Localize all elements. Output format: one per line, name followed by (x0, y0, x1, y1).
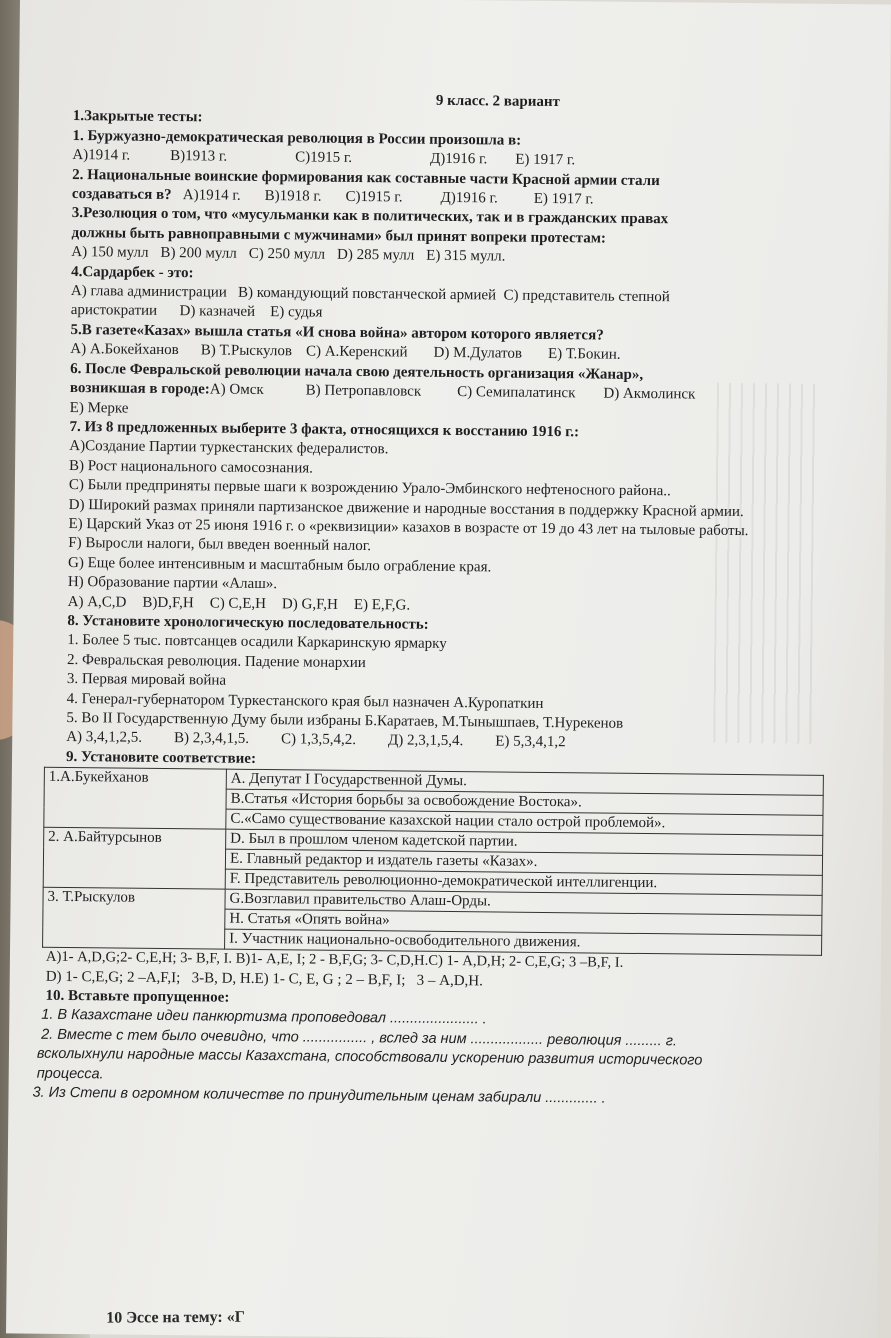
fact-cell: Н. Статья «Опять война» (225, 909, 822, 935)
option: D) 285 мулл (337, 247, 415, 264)
fact-item: Н) Образование партии «Алаш». (67, 574, 278, 593)
question-8: 8. Установите хронологическую последовательность: (67, 612, 429, 633)
fill-sentence-2-cont: всколыхнули народные массы Казахстана, способствовали ускорению развития исторического (36, 1045, 703, 1069)
option: А) А,С,D (67, 593, 127, 611)
option: А)1914 г. (182, 187, 241, 204)
option: D) Акмолинск (603, 385, 696, 403)
option: Е) 315 мулл. (426, 247, 506, 265)
option: С)1915 г. (345, 188, 403, 206)
question-5: 5.В газете«Казах» вышла статья «И снова война» автором которого является? (70, 321, 604, 344)
fact-item: D) Широкий размах приняли партизанское движение и народные восстания в поддержку Красной армии. (68, 496, 744, 520)
fact-item: G) Еще более интенсивным и масштабным было ограбление края. (68, 554, 492, 576)
test-content (32, 88, 863, 1112)
question-9-answers-2: D) 1- С,Е,G; 2 –А,F,I; 3-В, D, Н.Е) 1- С, Е, G ; 2 – В,F, I; 3 – А,D,Н. (45, 968, 483, 989)
fact-item: А)Создание Партии туркестанских федералистов. (69, 438, 389, 458)
option: С) 1,3,5,4,2. (280, 731, 357, 749)
fact-cell: В.Статья «История борьбы за освобождение Востока». (226, 789, 823, 815)
fact-cell: I. Участник национально-освободительного движения. (225, 929, 822, 955)
option: А) Омск (209, 381, 264, 399)
option: Д)1916 г. (429, 150, 488, 168)
option: Д)1916 г. (440, 189, 498, 207)
option: С) 250 мулл (248, 246, 326, 263)
question-1: 1. Буржуазно-демократическая революция в России произошла в: (72, 127, 522, 149)
person-cell: 1.А.Букейханов (44, 767, 227, 829)
option: Д) 2,3,1,5,4. (387, 732, 464, 750)
question-2-cont: создаваться в? (71, 186, 172, 204)
option: В)D,F,Н (142, 594, 194, 611)
page-title: 9 класс. 2 вариант (435, 92, 561, 111)
option: Е) 5,3,4,1,2 (495, 733, 566, 751)
option: В) 2,3,4,1,5. (173, 730, 250, 748)
option: В)1918 г. (264, 188, 322, 205)
fact-item: F) Выросли налоги, был введен военный налог. (68, 535, 372, 555)
fact-cell: С.«Само существование казахской нации стало острой проблемой». (226, 809, 823, 835)
sequence-item: 2. Февральская революция. Падение монархии (66, 651, 366, 671)
fact-cell: G.Возглавил правительство Алаш-Орды. (225, 889, 822, 915)
sequence-item: 1. Более 5 тыс. повтсанцев осадили Каркаринскую ярмарку (67, 632, 447, 653)
fill-sentence-2: 2. Вместе с тем было очевидно, что ................ , вслед за ним .................. революция ......... г. (41, 1026, 678, 1050)
fact-cell: F. Представитель революционно-демократической интеллигенции. (225, 869, 822, 895)
option: С)1915 г. (295, 149, 353, 167)
option: С) А.Керенский (305, 343, 408, 361)
fact-item: В) Рост национального самосознания. (69, 457, 314, 477)
question-6-cont: возникшая в городе: (69, 380, 210, 398)
question-6-option-e: Е) Мерке (69, 399, 129, 417)
fill-sentence-3: 3. Из Степи в огромном количестве по принудительным ценам забирали ............. . (32, 1084, 606, 1107)
option: Е) 1917 г. (515, 151, 576, 169)
person-cell: 2. А.Байтурсынов (43, 827, 226, 889)
option: В)1913 г. (170, 148, 228, 165)
option: С) С,Е,Н (209, 595, 267, 612)
option: А) А.Бокейханов (70, 341, 179, 359)
option: В) 200 мулл (160, 245, 237, 262)
fill-sentence-2-end: процесса. (36, 1065, 104, 1083)
sequence-item: 5. Во II Государственную Думу были избраны Б.Каратаев, М.Тынышпаев, Т.Нурекенов (66, 709, 624, 732)
sequence-item: 3. Первая мировай война (66, 671, 227, 689)
option: А) 150 мулл (71, 244, 149, 262)
question-9-answers-1: А)1- А,D,G;2- С,Е,Н; 3- В,F, I. В)1- А,Е, I; 2 - В,F,G; 3- С,D,Н.С) 1- А,D,Н; 2- С,Е,G; 3 –В,F, I. (45, 948, 624, 972)
paper-sheet (6, 0, 891, 1338)
question-9: 9. Установите соответствие: (65, 748, 257, 767)
question-10: 10. Вставьте пропущенное: (45, 987, 230, 1006)
next-page-fragment: 10 Эссе на тему: «Г (106, 1308, 245, 1327)
person-cell: 3. Т.Рыскулов (43, 887, 226, 949)
option: В) Петропавловск (305, 382, 422, 400)
question-6: 6. После Февральской революции начала свою деятельность организация «Жанар», (70, 360, 644, 383)
section-heading: 1.Закрытые тесты: (72, 108, 203, 126)
fill-sentence-1: 1. В Казахстане идеи панкюртизма проповедовал ...................... . (41, 1007, 487, 1028)
question-3: 3.Резолюция о том, что «мусульманки как в политических, так и в гражданских правах (71, 205, 669, 228)
sequence-item: 4. Генерал-губернатором Туркестанского края был назначен А.Куропаткин (66, 690, 544, 712)
question-2: 2. Национальные воинские формирования как составные части Красной армии стали (72, 166, 660, 189)
fact-item: Е) Царский Указ от 25 июня 1916 г. о «реквизиции» казахов в возрасте от 19 до 43 лет на тыловые работы. (68, 515, 749, 540)
option: Е) 1917 г. (533, 190, 594, 208)
option: Е) Е,F,G. (353, 596, 411, 614)
fact-cell: D. Был в прошлом членом кадетской партии. (226, 829, 823, 855)
option: D) G,F,Н (281, 595, 338, 613)
fact-cell: Е. Главный редактор и издатель газеты «Казах». (225, 849, 822, 875)
question-4: 4.Сардарбек - это: (71, 263, 194, 281)
option: А) 3,4,1,2,5. (66, 729, 143, 747)
question-3-cont: должны быть равноправными с мужчинами» был принят вопреки протестам: (71, 224, 607, 247)
option: В) Т.Рыскулов (200, 342, 293, 360)
question-4-options-1: А) глава администрации В) командующий повстанческой армией С) представитель степной (70, 283, 670, 306)
fact-item: С) Были предприняты первые шаги к возрождению Урало-Эмбинского нефтеносного района.. (68, 477, 671, 500)
fact-cell: А. Депутат I Государственной Думы. (226, 769, 823, 795)
option: С) Семипалатинск (457, 384, 576, 402)
question-4-options-2: аристократии D) казначей Е) судья (70, 302, 323, 322)
matching-table (42, 767, 824, 956)
question-7: 7. Из 8 предложенных выберите 3 факта, относящихся к восстанию 1916 г.: (69, 418, 580, 441)
option: D) М.Дулатов (433, 345, 523, 362)
option: А)1914 г. (72, 147, 131, 164)
option: Е) Т.Бокин. (547, 346, 621, 364)
